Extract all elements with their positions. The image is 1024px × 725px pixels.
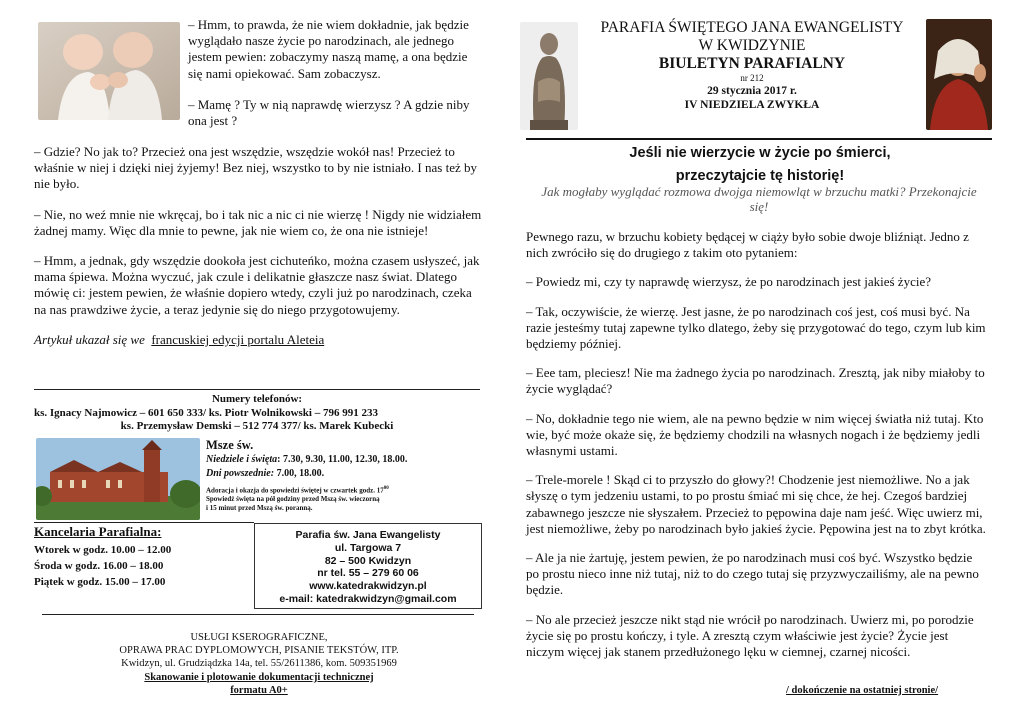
divider: [42, 614, 474, 615]
twins-photo: [38, 22, 180, 120]
article-source: [34, 332, 482, 348]
address-phone: nr tel. 55 – 279 60 06: [317, 567, 419, 580]
website-link[interactable]: www.katedrakwidzyn.pl: [309, 580, 427, 593]
masses-weekday-times: 7.00, 18.00.: [274, 468, 325, 479]
twins-photo-illustration: [38, 22, 180, 120]
header-divider: [526, 138, 992, 140]
address-name: Parafia św. Jana Ewangelisty: [295, 529, 441, 541]
article-paragraph: – Trele-morele ! Skąd ci to przyszło do głowy?! Chodzenie jest niemożliwe. No a jak słyszę o tym jedzeniu ustami, to po prostu śmiać mi się chce, że hej. Czegoś bardziej zabawnego jeszcze nie słyszałem. Przecież to pępowina daje nam jeść. Więc uwierz mi, jest niemożliwe, żeby po narodzinach było jakieś życie. Pępowina jest na to zbyt krótka.: [526, 472, 986, 536]
saint-john-statue-image: [520, 22, 578, 130]
article-source-prefix: Artykuł ukazał się we: [34, 331, 145, 347]
bulletin-number: nr 212: [740, 73, 764, 83]
article-paragraph: – Ale ja nie żartuję, jestem pewien, że po narodzinach musi coś być. Wszystko będzie po prostu nieco inne niż tutaj, niż to do czego tutaj się przyzwyczailiśmy, ale na pewno będzie.: [526, 550, 979, 598]
masses-note-sup: 00: [383, 486, 389, 491]
office-hours: Środa w godz. 16.00 – 18.00: [34, 560, 164, 572]
masses-note: Adoracja i okazja do spowiedzi świętej w czwartek godz. 17: [206, 486, 384, 495]
office-title: Kancelaria Parafialna:: [34, 524, 162, 539]
article-subtitle: Jak mogłaby wyglądać rozmowa dwojga niemowląt w brzuchu matki? Przekonajcie się!: [541, 184, 977, 214]
office-hours: Piątek w godz. 15.00 – 17.00: [34, 576, 166, 588]
masses-title: Msze św.: [206, 438, 254, 452]
phone-line: ks. Przemysław Demski – 512 774 377/ ks. Marek Kubecki: [120, 420, 394, 432]
continuation-note: / dokończenie na ostatniej stronie/: [786, 685, 939, 696]
masses-sunday-label: Niedziele i święta: [206, 454, 278, 465]
masses-note: Spowiedź święta na pół godziny przed Mszą św. wieczorną: [206, 495, 380, 504]
aleteia-link[interactable]: francuskiej edycji portalu Aleteia: [151, 331, 325, 347]
email-link[interactable]: e-mail: katedrakwidzyn@gmail.com: [279, 592, 457, 605]
parish-town: W KWIDZYNIE: [698, 37, 806, 54]
divider: [34, 389, 480, 390]
article-paragraph: – Eee tam, pleciesz! Nie ma żadnego życia po narodzinach. Zresztą, jak niby miałoby to życie wyglądać?: [526, 365, 985, 397]
article-title: Jeśli nie wierzycie w życie po śmierci,: [629, 145, 891, 161]
divider: [34, 522, 254, 523]
masses-weekday-label: Dni powszednie:: [206, 468, 275, 479]
ad-line: Skanowanie i plotowanie dokumentacji technicznej: [144, 671, 374, 683]
office-hours: Wtorek w godz. 10.00 – 12.00: [34, 544, 172, 556]
cathedral-illustration: [36, 438, 200, 520]
bulletin-sunday: IV NIEDZIELA ZWYKŁA: [684, 99, 820, 111]
dialog-paragraph: – Nie, no weź mnie nie wkręcaj, bo i tak nic a nic ci nie wierzę ! Nigdy nie widziałem żadnej mamy. Więc dla mnie to pewne, jak nie wiem co, że ona nie istnieje!: [34, 206, 482, 238]
cathedral-photo: [36, 438, 200, 520]
phones-title: Numery telefonów:: [211, 393, 303, 405]
bulletin-title: BIULETYN PARAFIALNY: [658, 55, 846, 72]
ad-line: Kwidzyn, ul. Grudziądzka 14a, tel. 55/2611386, kom. 509351969: [121, 658, 397, 670]
masses-sunday-times: : 7.30, 9.30, 11.00, 12.30, 18.00.: [277, 454, 408, 465]
painting-illustration: [926, 19, 992, 130]
article-title: przeczytajcie tę historię!: [675, 168, 845, 184]
address-city: 82 – 500 Kwidzyn: [324, 554, 412, 567]
bulletin-date: 29 stycznia 2017 r.: [707, 85, 797, 97]
parish-name: PARAFIA ŚWIĘTEGO JANA EWANGELISTY: [600, 19, 904, 36]
masses-note: i 15 minut przed Mszą św. poranną.: [206, 504, 313, 513]
dialog-paragraph: – Mamę ? Ty w nią naprawdę wierzysz ? A gdzie niby ona jest ?: [188, 96, 470, 129]
saint-painting-image: [926, 19, 992, 130]
phone-line: ks. Ignacy Najmowicz – 601 650 333/ ks. Piotr Wolnikowski – 796 991 233: [34, 406, 378, 419]
ad-line: OPRAWA PRAC DYPLOMOWYCH, PISANIE TEKSTÓW, ITP.: [119, 645, 399, 657]
ad-line: formatu A0+: [230, 684, 288, 696]
article-paragraph: – Powiedz mi, czy ty naprawdę wierzysz, że po narodzinach jest jakieś życie?: [526, 274, 931, 290]
article-paragraph: Pewnego razu, w brzuchu kobiety będącej w ciąży było sobie dwoje bliźniąt. Jedno z nich zwróciło się do drugiego z takim oto pytaniem:: [526, 229, 969, 261]
dialog-paragraph: – Gdzie? No jak to? Przecież ona jest wszędzie, wszędzie wokół nas! Przecież to właśnie w niej i dzięki niej żyjemy! Bez niej, wszystko to by nie istniało. I nas też by nie było.: [34, 144, 477, 192]
statue-illustration: [520, 22, 578, 130]
dialog-paragraph: – Hmm, a jednak, gdy wszędzie dookoła jest cichuteńko, można czasem usłyszeć, jak mama śpiewa. Można wyczuć, jak czule i delikatnie głaszcze nasz świat. Dlatego mówię ci: jestem pewien, że właśnie dopiero wtedy, czyli już po narodzinach, czeka na nas prawdziwe życie, a teraz jedynie się do niego przygotowujemy.: [34, 253, 480, 317]
ad-line: USŁUGI KSEROGRAFICZNE,: [190, 632, 328, 643]
dialog-paragraph: – Hmm, to prawda, że nie wiem dokładnie, jak będzie wyglądało nasze życie po narodzinach, ale jednego jestem pewien: zobaczymy naszą mamę, a ona będzie się nami opiekować. Sam zobaczysz.: [188, 17, 469, 81]
address-street: ul. Targowa 7: [334, 541, 402, 554]
article-paragraph: – Tak, oczywiście, że wierzę. Jest jasne, że po narodzinach coś jest, coś musi być. Na razie jesteśmy tutaj zapewne tylko dlatego, żeby się przygotować do tego, czym lub kim będziemy później.: [526, 303, 986, 352]
address-box: [254, 523, 482, 609]
article-paragraph: – No ale przecież jeszcze nikt stąd nie wrócił po narodzinach. Uwierz mi, po porodzie życie się po prostu kończy, i tyle. A zresztą czym właściwie jest życie? Życie jest niczym więcej jak stanem przedłużonego lęku w ciemnej, czarnej nicości.: [526, 611, 974, 660]
article-paragraph: – No, dokładnie tego nie wiem, ale na pewno będzie w nim więcej światła niż tutaj. Kto wie, być może okaże się, że będziemy chodzili na własnych nogach i że będziemy jedli własnymi ustami.: [526, 410, 984, 459]
